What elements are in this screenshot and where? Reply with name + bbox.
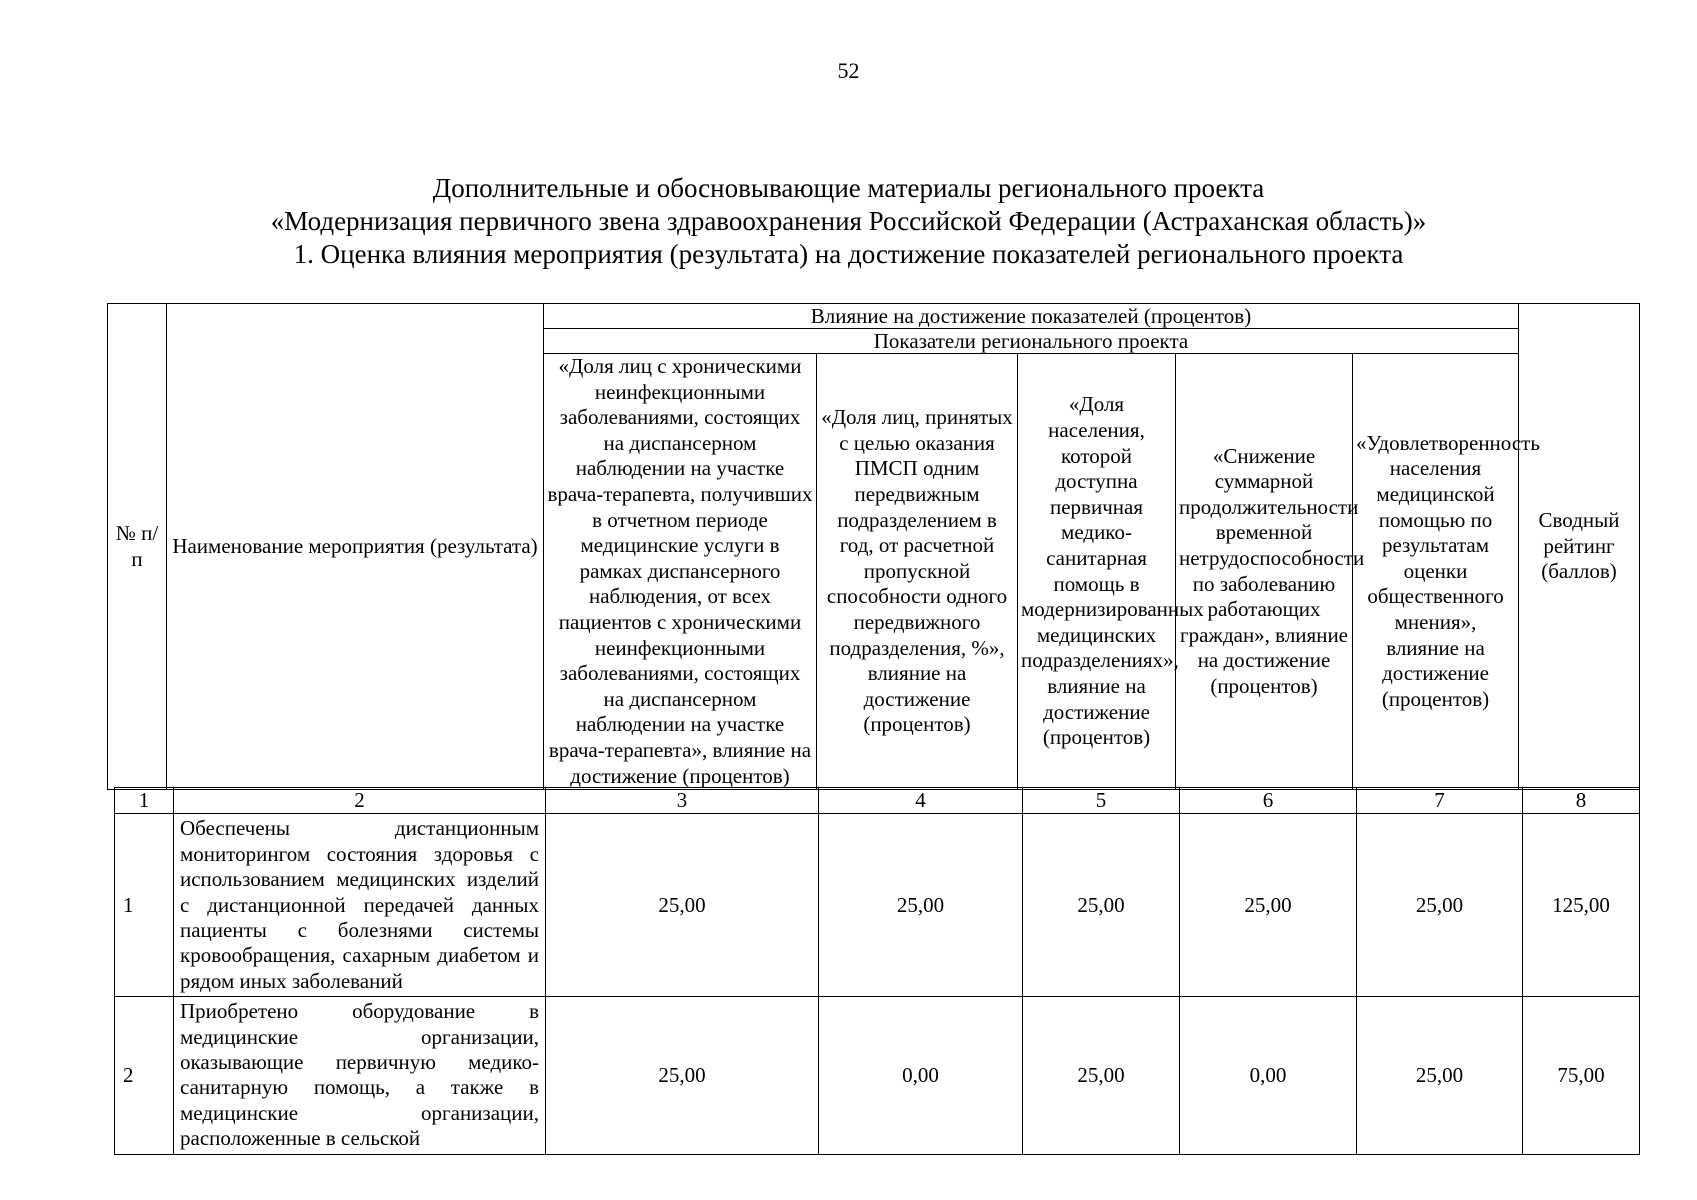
- row-value: 25,00: [1023, 997, 1180, 1154]
- row-rating: 75,00: [1523, 997, 1640, 1154]
- row-value: 25,00: [1357, 814, 1523, 997]
- title-line-1: Дополнительные и обосновывающие материалы регионального проекта: [432, 173, 1265, 203]
- table-header: [107, 303, 1640, 790]
- row-value: 25,00: [546, 814, 819, 997]
- header-rating: Сводный рейтинг (баллов): [1519, 304, 1640, 790]
- header-num: № п/п: [108, 304, 167, 790]
- table-row: [115, 997, 1640, 1154]
- header-indicators: Показатели регионального проекта: [544, 329, 1519, 354]
- page-number: 52: [837, 58, 860, 83]
- row-value: 25,00: [1180, 814, 1357, 997]
- column-number: 3: [546, 788, 819, 814]
- row-value: 25,00: [1023, 814, 1180, 997]
- header-indicator-1: «Доля лиц с хроническими неинфекционными заболеваниями, состоящих на диспансерном наблюдении на участке врача-терапевта, получивших в отчетном периоде медицинские услуги в рамках диспансерного наблюдения, от всех пациентов с хроническими неинфекционными заболеваниями, состоящих на диспансерном наблюдении на участке врача-терапевта», влияние на достижение (процентов): [544, 354, 817, 790]
- column-number: 7: [1357, 788, 1523, 814]
- row-name: Приобретено оборудование в медицинские организации, оказывающие первичную медико-санитарную помощь, а также в медицинские организации, расположенные в сельской: [174, 997, 546, 1154]
- column-number: 4: [819, 788, 1023, 814]
- column-number: 1: [115, 788, 174, 814]
- table-row: [115, 814, 1640, 997]
- row-number: 1: [115, 814, 174, 997]
- column-number-row: [115, 788, 1640, 814]
- header-indicator-5: «Удовлетворенность населения медицинской помощью по результатам оценки общественного мнения», влияние на достижение (процентов): [1353, 354, 1519, 790]
- header-name: Наименование мероприятия (результата): [167, 304, 544, 790]
- row-name: Обеспечены дистанционным мониторингом состояния здоровья с использованием медицинских изделий с дистанционной передачей данных пациенты с болезнями системы кровообращения, сахарным диабетом и рядом иных заболеваний: [174, 814, 546, 997]
- title-line-2: «Модернизация первичного звена здравоохранения Российской Федерации (Астраханская область)»: [270, 206, 1427, 236]
- row-value: 25,00: [819, 814, 1023, 997]
- row-value: 25,00: [546, 997, 819, 1154]
- document-title: [0, 172, 1697, 271]
- column-number: 2: [174, 788, 546, 814]
- column-number: 5: [1023, 788, 1180, 814]
- header-influence: Влияние на достижение показателей (процентов): [544, 304, 1519, 329]
- title-line-3: 1. Оценка влияния мероприятия (результата) на достижение показателей регионального проекта: [293, 239, 1404, 269]
- table-body: [114, 787, 1640, 1155]
- column-number: 6: [1180, 788, 1357, 814]
- row-value: 0,00: [1180, 997, 1357, 1154]
- row-number: 2: [115, 997, 174, 1154]
- row-value: 25,00: [1357, 997, 1523, 1154]
- column-number: 8: [1523, 788, 1640, 814]
- header-indicator-3: «Доля населения, которой доступна первичная медико-санитарная помощь в модернизированных медицинских подразделениях», влияние на достижение (процентов): [1018, 354, 1176, 790]
- row-value: 0,00: [819, 997, 1023, 1154]
- header-indicator-2: «Доля лиц, принятых с целью оказания ПМСП одним передвижным подразделением в год, от расчетной пропускной способности одного передвижного подразделения, %», влияние на достижение (процентов): [817, 354, 1018, 790]
- header-indicator-4: «Снижение суммарной продолжительности временной нетрудоспособности по заболеванию работающих граждан», влияние на достижение (процентов): [1176, 354, 1353, 790]
- row-rating: 125,00: [1523, 814, 1640, 997]
